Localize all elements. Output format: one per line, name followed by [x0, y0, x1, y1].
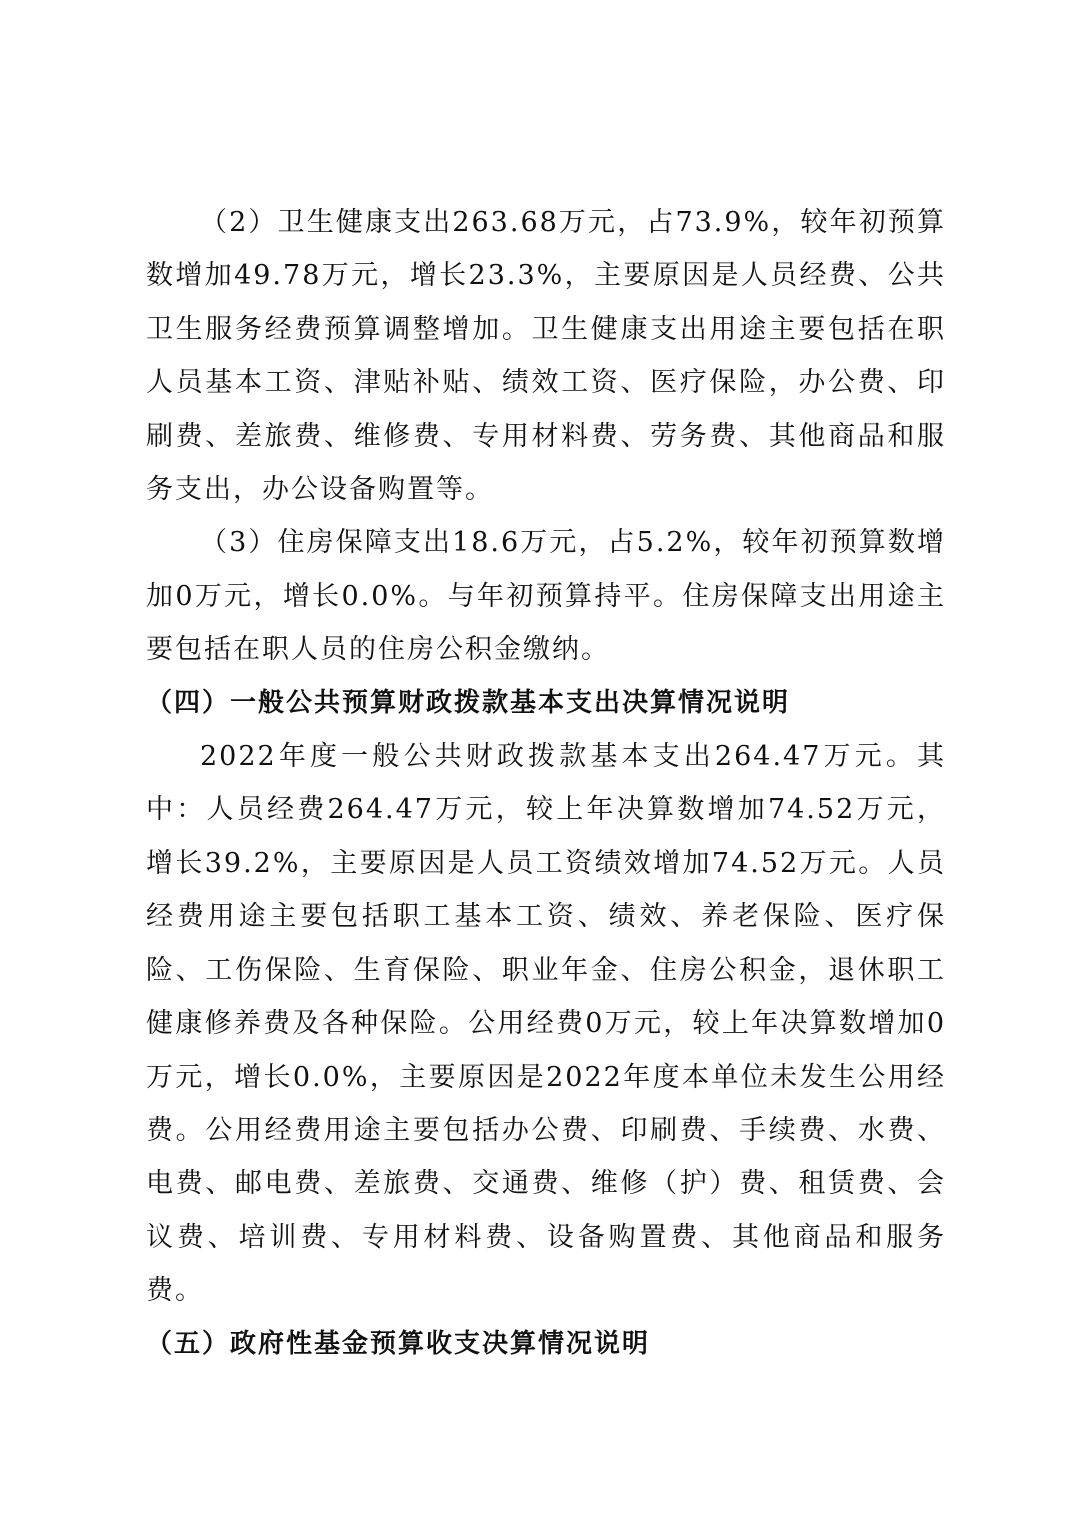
- section-heading-government-fund: （五）政府性基金预算收支决算情况说明: [146, 1328, 651, 1359]
- section-heading-basic-expenditure: （四）一般公共预算财政拨款基本支出决算情况说明: [146, 687, 791, 718]
- paragraph-housing-expenditure: （3）住房保障支出18.6万元，占5.2%，较年初预算数增加0万元，增长0.0%。与年初预算持平。住房保障支出用途主要包括在职人员的住房公积金缴纳。: [146, 527, 946, 666]
- document-body: [146, 196, 946, 1371]
- paragraph-basic-expenditure: 2022年度一般公共财政拨款基本支出264.47万元。其中：人员经费264.47万元，较上年决算数增加74.52万元，增长39.2%，主要原因是人员工资绩效增加74.52万元。人员经费用途主要包括职工基本工资、绩效、养老保险、医疗保险、工伤保险、生育保险、职业年金、住房公积金，退休职工健康修养费及各种保险。公用经费0万元，较上年决算数增加0万元，增长0.0%，主要原因是2022年度本单位未发生公用经费。公用经费用途主要包括办公费、印刷费、手续费、水费、电费、邮电费、差旅费、交通费、维修（护）费、租赁费、会议费、培训费、专用材料费、设备购置费、其他商品和服务费。: [146, 741, 946, 1307]
- paragraph-health-expenditure: （2）卫生健康支出263.68万元，占73.9%，较年初预算数增加49.78万元，增长23.3%，主要原因是人员经费、公共卫生服务经费预算调整增加。卫生健康支出用途主要包括在职人员基本工资、津贴补贴、绩效工资、医疗保险，办公费、印刷费、差旅费、维修费、专用材料费、劳务费、其他商品和服务支出，办公设备购置等。: [146, 207, 946, 506]
